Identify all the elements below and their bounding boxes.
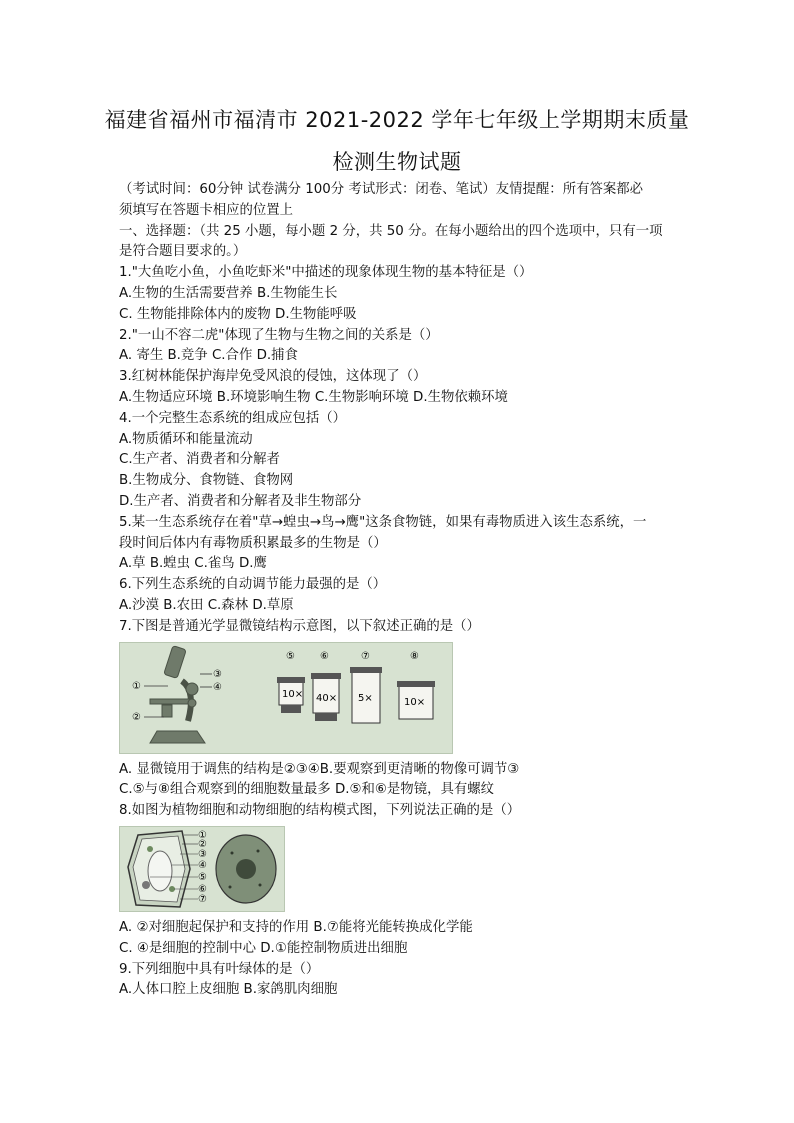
question-8: 8.如图为植物细胞和动物细胞的结构模式图，下列说法正确的是（） [119,803,521,819]
question-9-option: A.人体口腔上皮细胞 B.家鸽肌肉细胞 [119,982,338,998]
question-7-option: A. 显微镜用于调焦的结构是②③④B.要观察到更清晰的物像可调节③ [119,761,520,777]
exam-title-line2: 检测生物试题 [332,150,462,174]
question-6: 6.下列生态系统的自动调节能力最强的是（） [119,577,387,593]
question-9: 9.下列细胞中具有叶绿体的是（） [119,961,320,977]
plant-cell-icon [128,831,190,907]
cell-label-2: ② [198,838,207,850]
question-1: 1."大鱼吃小鱼，小鱼吃虾米"中描述的现象体现生物的基本特征是（） [119,265,533,281]
question-7-option: C.⑤与⑧组合观察到的细胞数量最多 D.⑤和⑥是物镜，具有螺纹 [119,782,495,798]
question-4-option: B.生物成分、食物链、食物网 [119,473,294,489]
question-8-option: C. ④是细胞的控制中心 D.①能控制物质进出细胞 [119,940,408,956]
cell-label-7: ⑦ [198,893,207,905]
lens-mark-8: 10× [404,696,426,708]
microscope-diagram [120,643,452,753]
eyepiece-lens-7 [350,651,382,723]
exam-title-line1: 福建省福州市福清市 2021-2022 学年七年级上学期期末质量 [104,108,690,132]
objective-lens-5 [277,651,305,713]
cell-label-1: ① [198,829,207,841]
microscope-icon [150,645,205,742]
objective-lens-6 [311,651,341,721]
cell-label-6: ⑥ [198,883,207,895]
lens-mark-6: 40× [316,692,338,704]
question-2-option: A. 寄生 B.竞争 C.合作 D.捕食 [119,348,298,364]
label-1: ① [132,680,141,692]
eyepiece-lens-8 [397,651,435,719]
exam-content [119,180,679,1001]
cell-label-5: ⑤ [198,871,207,883]
question-4-option: C.生产者、消费者和分解者 [119,452,280,468]
microscope-figure [119,642,453,754]
animal-cell-icon [216,835,276,903]
question-5-option: A.草 B.蝗虫 C.雀鸟 D.鹰 [119,556,267,572]
cell-figure [119,826,285,912]
question-8-option: A. ②对细胞起保护和支持的作用 B.⑦能将光能转换成化学能 [119,919,473,935]
question-4: 4.一个完整生态系统的组成应包括（） [119,410,347,426]
label-7: ⑦ [361,650,370,662]
question-4-option: A.物质循环和能量流动 [119,431,253,447]
cell-label-3: ③ [198,848,207,860]
intro-line: 一、选择题：（共 25 小题，每小题 2 分，共 50 分。在每小题给出的四个选项中，只有一项 [119,223,663,239]
question-5: 段时间后体内有毒物质积累最多的生物是（） [119,535,387,551]
question-3: 3.红树林能保护海岸免受风浪的侵蚀，这体现了（） [119,369,427,385]
intro-line: 须填写在答题卡相应的位置上 [119,202,294,218]
label-4: ④ [213,681,222,693]
lens-mark-5: 10× [282,688,304,700]
lens-mark-7: 5× [358,692,373,704]
label-3: ③ [213,668,222,680]
question-7: 7.下图是普通光学显微镜结构示意图，以下叙述正确的是（） [119,618,480,634]
question-1-option: C. 生物能排除体内的废物 D.生物能呼吸 [119,306,357,322]
question-4-option: D.生产者、消费者和分解者及非生物部分 [119,493,362,509]
question-1-option: A.生物的生活需要营养 B.生物能生长 [119,285,338,301]
cell-label-4: ④ [198,859,207,871]
question-2: 2."一山不容二虎"体现了生物与生物之间的关系是（） [119,327,439,343]
label-8: ⑧ [410,650,419,662]
intro-line: 是符合题目要求的。） [119,244,247,260]
question-5: 5.某一生态系统存在着"草→蝗虫→鸟→鹰"这条食物链，如果有毒物质进入该生态系统，一 [119,514,647,530]
label-2: ② [132,711,141,723]
label-6: ⑥ [320,650,329,662]
cell-diagram [120,827,284,911]
label-5: ⑤ [286,650,295,662]
intro-line: （考试时间：60分钟 试卷满分 100分 考试形式：闭卷、笔试）友情提醒：所有答案都必 [119,182,644,197]
question-3-option: A.生物适应环境 B.环境影响生物 C.生物影响环境 D.生物依赖环境 [119,389,508,405]
question-6-option: A.沙漠 B.农田 C.森林 D.草原 [119,597,294,613]
